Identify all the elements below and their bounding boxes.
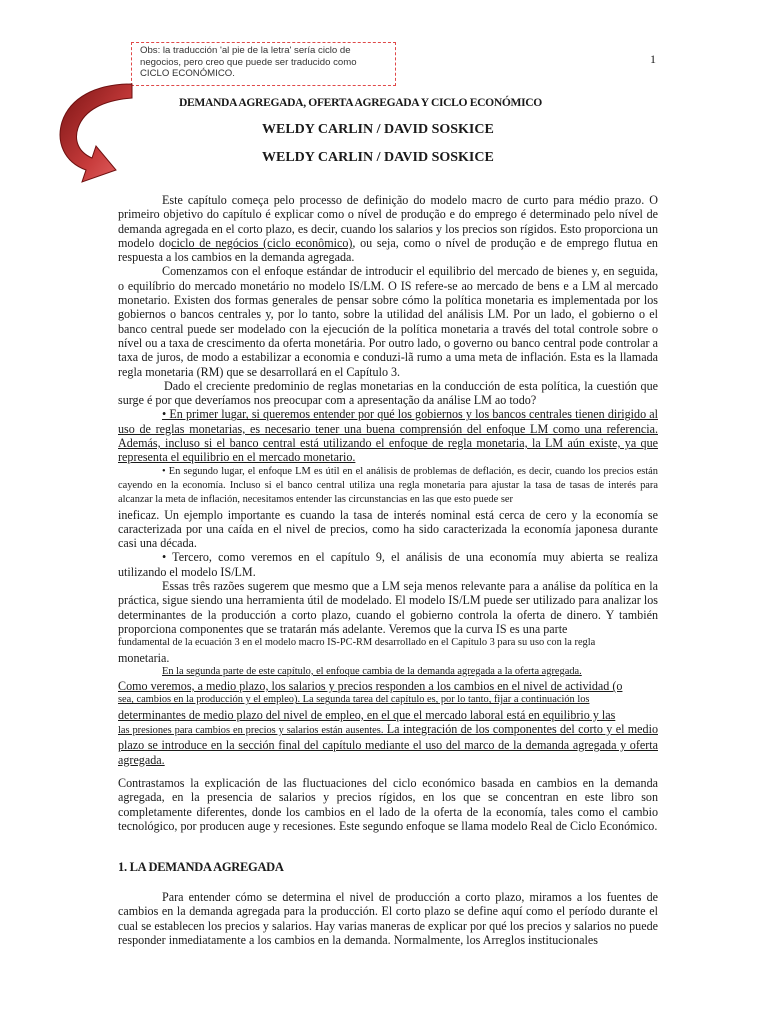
paragraph-second-reason: • En segundo lugar, el enfoque LM es útil en el análisis de problemas de deflación, es decir, cuando los precios están cayendo en la economía. Incluso si el banco central utiliza una regla monetaria para ajustar la tasa de tasas de interés para alcanzar la meta de inflación, necesitamos entender las circunstancias en las que esto puede ser	[118, 465, 658, 506]
paragraph-aggregate-demand: Para entender cómo se determina el nivel de producción a corto plazo, miramos a los fuentes de cambios en la demanda agregada para la producción. El corto plazo se define aquí como el período durante el cual se establecen los precios y salarios. Hay varias maneras de explicar por qué los precios y salarios no puede responder inmediatamente a los cambios en la demanda. Normalmente, los Arreglos institucionales	[118, 890, 658, 947]
paragraph-three-reasons: Essas três razões sugerem que mesmo que a LM seja menos relevante para a análise da política en la práctica, sigue siendo una herramienta útil de modelado. El modelo IS/LM puede ser utilizado para analizar los determinantes de la producción a corto plazo, cuando el gobierno controla la oferta de dinero. Y también proporciona componentes que se tratarán más adelante. Veremos que la curva IS es una parte	[118, 579, 658, 636]
section-heading: 1. LA DEMANDA AGREGADA	[118, 860, 284, 874]
paragraph-second-part-b: Como veremos, a medio plazo, los salarios y precios responden a los cambios en el nivel de actividad (o	[118, 679, 623, 694]
body-text-2	[118, 776, 658, 833]
translator-note-box	[131, 42, 396, 86]
paragraph-second-part-d: determinantes de medio plazo del nivel de empleo, en el que el mercado laboral está en equilibrio y las	[118, 707, 616, 722]
document-title: DEMANDA AGREGADA, OFERTA AGREGADA Y CICLO ECONÓMICO	[179, 96, 542, 109]
author-line-2: WELDY CARLIN / DAVID SOSKICE	[262, 150, 494, 165]
ciclo-link: ciclo de negócios (ciclo econômico)	[171, 235, 353, 250]
paragraph-three-reasons-cont: fundamental de la ecuación 3 en el modelo macro IS-PC-RM desarrollado en el Capítulo 3 para su uso con la regla	[118, 637, 596, 649]
body-text-3	[118, 890, 658, 947]
paragraph-second-part-c: sea, cambios en la producción y el empleo). La segunda tarea del capítulo es, por lo tanto, fijar a continuación los	[118, 694, 590, 706]
curved-arrow-icon	[40, 70, 160, 190]
paragraph-third-reason: • Tercero, como veremos en el capítulo 9, el análisis de una economía muy abierta se realiza utilizando el modelo IS/LM.	[118, 550, 658, 579]
paragraph-second-part-a: En la segunda parte de este capítulo, el enfoque cambia de la demanda agregada a la oferta agregada.	[162, 665, 582, 677]
paragraph-contrast: Contrastamos la explicación de las fluctuaciones del ciclo económico basada en cambios en la demanda agregada, en la presencia de salarios y precios rígidos, en los que se concentran en este libro son completamente diferentes, donde los cambios en el lado de la oferta de la economía, tales como el cambio tecnológico, por producen auge y recesiones. Este segundo enfoque se llama modelo Real de Ciclo Económico.	[118, 776, 658, 833]
paragraph-first-reason: • En primer lugar, si queremos entender por qué los gobiernos y los bancos centrales tienen dirigido al uso de reglas monetarias, es necesario tener una buena comprensión del enfoque LM como una referencia. Además, incluso si el banco central está utilizando el enfoque de regla monetaria, la LM aún existe, ya que representa el equilibrio en el mercado monetario.	[118, 407, 658, 465]
page-number: 1	[650, 52, 656, 66]
paragraph-three-reasons-end: monetaria.	[118, 650, 170, 665]
author-line-1: WELDY CARLIN / DAVID SOSKICE	[262, 122, 494, 137]
paragraph-second-reason-cont: ineficaz. Un ejemplo importante es cuando la tasa de interés nominal está cerca de cero y la economía se caracterizada por una caída en el nivel de precios, como ha sido caracterizada la economía japonesa durante casi una década.	[118, 507, 658, 551]
body-text	[118, 193, 658, 767]
paragraph-islm: Comenzamos con el enfoque estándar de introducir el equilibrio del mercado de bienes y, en seguida, o equilíbrio do mercado monetário no modelo IS/LM. O IS refere-se ao mercado de bens e a LM al mercado monetario. Existen dos formas generales de pensar sobre cómo la política monetaria es implementada por los gobiernos o bancos centrales y, por lo tanto, sobre la utilidad del análisis LM. Por un lado, el gobierno o el banco central puede ser modelado con la ejecución de la política monetaria a través del total controle sobre o nível ou a taxa de crescimento da oferta monetária. Por outro lado, o governo ou banco central pode controlar a taxa de juros, de modo a estabilizar a economia e conduzi-lã rumo a uma meta de inflación. Esta es la llamada regla monetaria (RM) que se desarrollará en el Capítulo 3.	[118, 264, 658, 379]
paragraph-intro: Este capítulo começa pelo processo de definição do modelo macro de curto para médio prazo. O primeiro objetivo do capítulo é explicar como o nível de produção e do emprego é determinado pelo nível de demanda agregada en el corto plazo, es decir, cuando los salarios y los precios son rígidos. Esto proporciona un modelo dociclo de negócios (ciclo econômico), ou seja, como o nível de produção e de emprego flutua en respuesta a los cambios en la demanda agregada.	[118, 193, 658, 265]
paragraph-question: Dado el creciente predominio de reglas monetarias en la conducción de esta política, la cuestión que surge é por que deveríamos nos preocupar com a apresentação da análise LM ao todo?	[118, 378, 658, 408]
paragraph-second-part-e: las presiones para cambios en precios y salarios están ausentes. La integración de los componentes del corto y el medio plazo se introduce en la sección final del capítulo mediante el uso del marco de la demanda agregada y oferta agregada.	[118, 721, 658, 767]
translator-note-text: Obs: la traducción 'al pie de la letra' sería ciclo de negocios, pero creo que puede ser traducido como CICLO ECONÓMICO.	[140, 45, 357, 79]
